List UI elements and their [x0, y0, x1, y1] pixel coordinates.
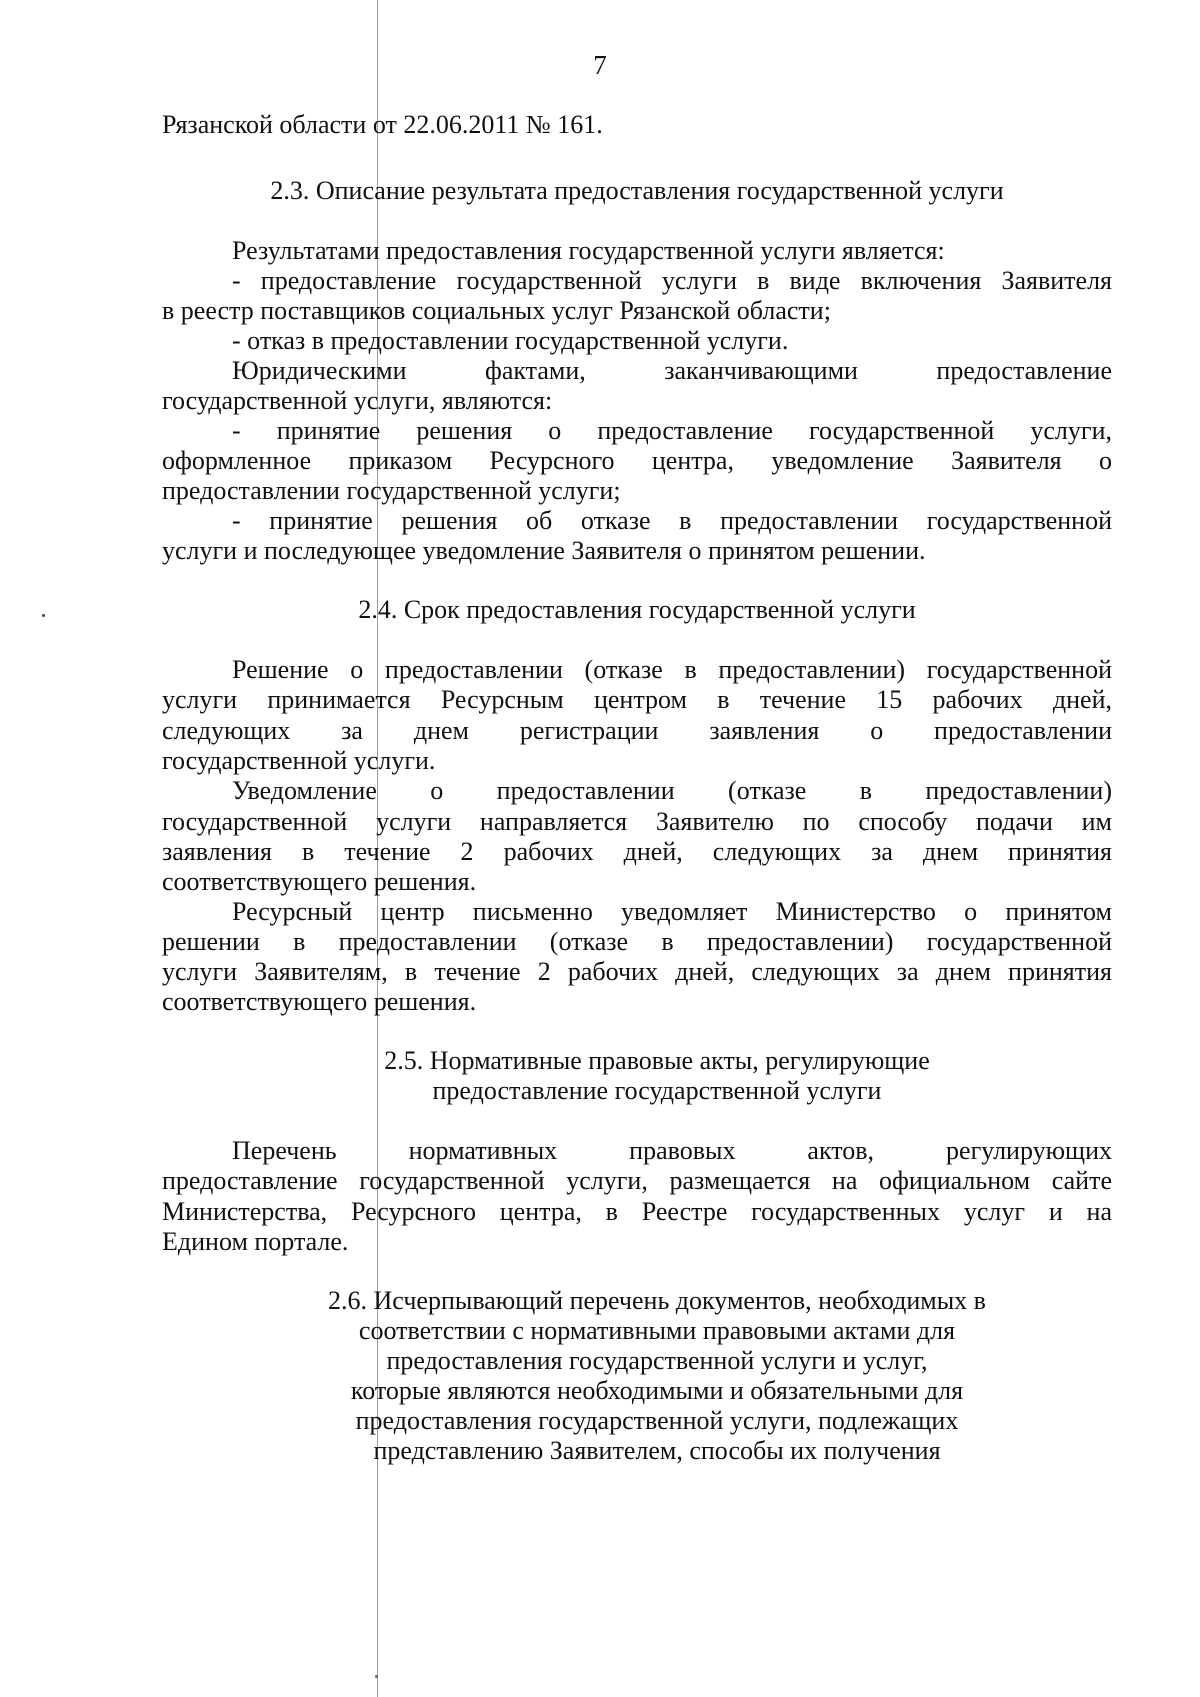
section-heading-2-6-cont: предоставления государственной услуги, подлежащих: [355, 1406, 959, 1435]
text-line: соответствующего решения.: [162, 867, 477, 896]
section-heading-2-6-cont: соответствии с нормативными правовыми актами для: [358, 1316, 956, 1345]
text-line: в реестр поставщиков социальных услуг Рязанской области;: [162, 296, 831, 325]
text-line: Едином портале.: [162, 1227, 349, 1256]
text-line: Министерства, Ресурсного центра, в Реестре государственных услуг и на: [162, 1197, 1112, 1226]
section-heading-2-6-cont: представлению Заявителем, способы их получения: [373, 1436, 941, 1465]
text-line: - принятие решения о предоставление государственной услуги,: [232, 416, 1112, 445]
text-line: услуги и последующее уведомление Заявителя о принятом решении.: [162, 536, 926, 565]
text-line: следующих за днем регистрации заявления о предоставлении: [162, 716, 1112, 745]
text-line: предоставлении государственной услуги;: [162, 476, 621, 505]
section-heading-2-6: 2.6. Исчерпывающий перечень документов, необходимых в: [328, 1286, 986, 1315]
scan-speck: [42, 614, 45, 617]
text-line: предоставление государственной услуги, размещается на официальном сайте: [162, 1166, 1112, 1195]
text-line: оформленное приказом Ресурсного центра, уведомление Заявителя о: [162, 446, 1112, 475]
text-line: - принятие решения об отказе в предоставлении государственной: [232, 506, 1112, 535]
section-heading-2-4: 2.4. Срок предоставления государственной услуги: [358, 595, 916, 624]
text-line: соответствующего решения.: [162, 987, 477, 1016]
text-line: - предоставление государственной услуги в виде включения Заявителя: [232, 266, 1112, 295]
text-line: решении в предоставлении (отказе в предоставлении) государственной: [162, 927, 1112, 956]
text-line: Ресурсный центр письменно уведомляет Министерство о принятом: [232, 897, 1112, 926]
text-line: Юридическими фактами, заканчивающими предоставление: [232, 356, 1112, 385]
text-line: государственной услуги, являются:: [162, 386, 553, 415]
text-line: услуги принимается Ресурсным центром в течение 15 рабочих дней,: [162, 685, 1112, 714]
text-line: Результатами предоставления государственной услуги является:: [232, 236, 945, 265]
page-number: 7: [593, 50, 607, 80]
scan-speck: [375, 1675, 378, 1678]
section-heading-2-5: 2.5. Нормативные правовые акты, регулирующие: [384, 1046, 930, 1075]
text-line: - отказ в предоставлении государственной услуги.: [232, 326, 789, 355]
text-line: Уведомление о предоставлении (отказе в предоставлении): [232, 776, 1112, 805]
text-line: Решение о предоставлении (отказе в предоставлении) государственной: [232, 655, 1112, 684]
section-heading-2-5-cont: предоставление государственной услуги: [432, 1076, 882, 1105]
text-line: услуги Заявителям, в течение 2 рабочих дней, следующих за днем принятия: [162, 957, 1112, 986]
text-line: Рязанской области от 22.06.2011 № 161.: [162, 110, 603, 139]
text-line: заявления в течение 2 рабочих дней, следующих за днем принятия: [162, 837, 1112, 866]
section-heading-2-6-cont: которые являются необходимыми и обязательными для: [350, 1376, 964, 1405]
text-line: государственной услуги.: [162, 746, 436, 775]
text-line: Перечень нормативных правовых актов, регулирующих: [232, 1136, 1112, 1165]
text-line: государственной услуги направляется Заявителю по способу подачи им: [162, 807, 1112, 836]
section-heading-2-3: 2.3. Описание результата предоставления государственной услуги: [270, 176, 1004, 205]
section-heading-2-6-cont: предоставления государственной услуги и услуг,: [386, 1346, 928, 1375]
